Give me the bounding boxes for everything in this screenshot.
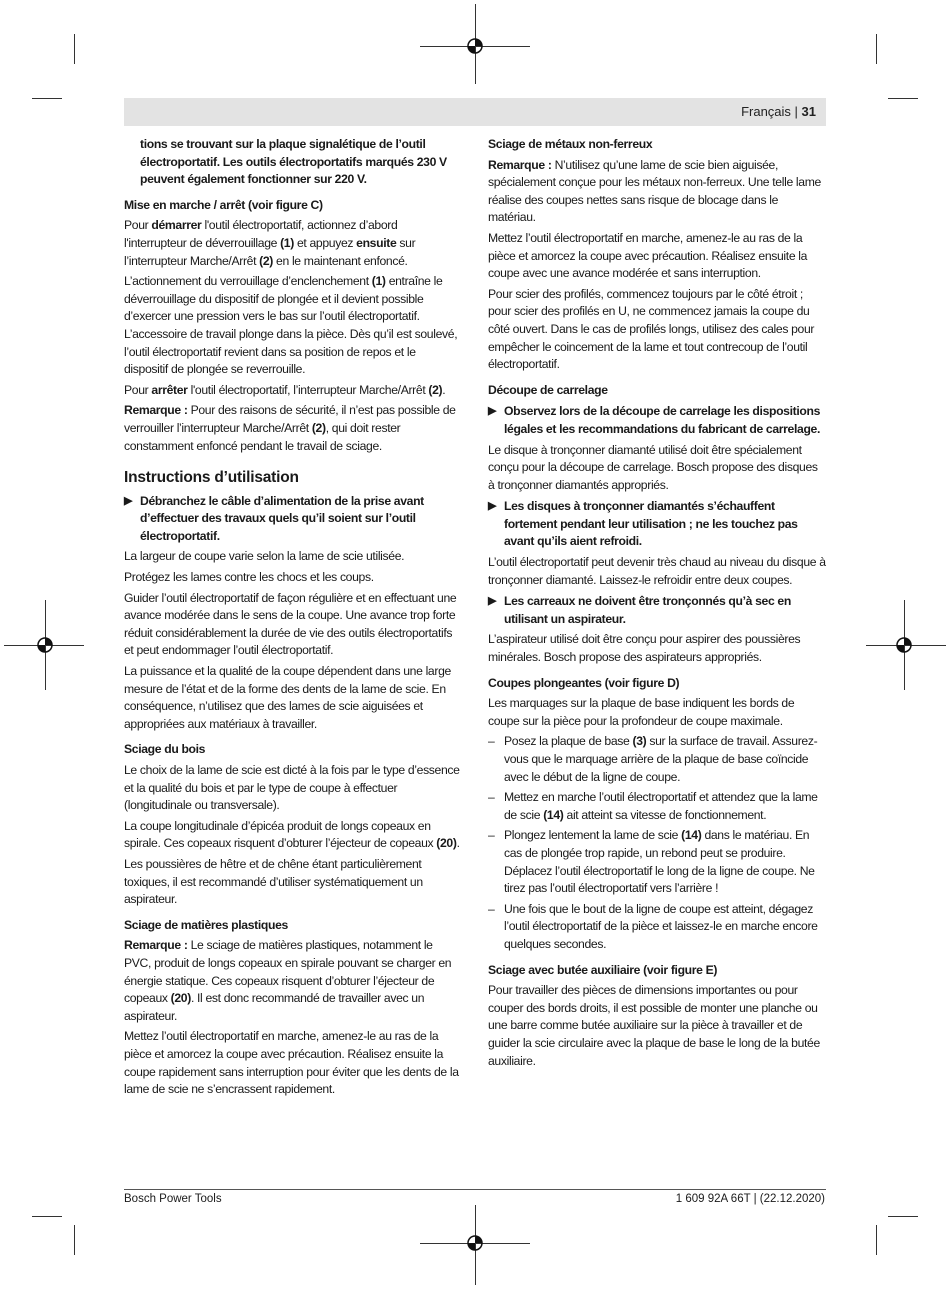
crop-mark <box>74 34 75 64</box>
section-heading-on-off: Mise en marche / arrêt (voir figure C) <box>124 197 323 212</box>
page-header-bar <box>124 98 826 126</box>
section-heading-plunge: Coupes plongeantes (voir figure D) <box>488 675 680 690</box>
crop-mark <box>32 98 62 99</box>
list-item: – Plongez lentement la lame de scie (14) dans le matériau. En cas de plongée trop rapide, un rebond peut se produire. Déplacez l’outil électroportatif le long de la ligne de coupe. Ne tirez pas l’outil électroportatif vers l’arrière ! <box>488 828 815 896</box>
triangle-bullet-icon: ▶ <box>488 595 497 608</box>
crop-mark <box>888 1216 918 1217</box>
paragraph: Guider l’outil électroportatif de façon régulière et en effectuant une avance modérée dans le sens de la coupe. Une avance trop forte réduit considérablement la durée de vie des outils électroportatifs et peut endommager l’outil électroportatif. <box>124 590 457 658</box>
note-paragraph: Remarque : Le sciage de matières plastiques, notamment le PVC, produit de longs copeaux en spirale pouvant se charger en énergie statique. Ces copeaux risquent d’obturer l’éjecteur de copeaux (20). Il est donc recommandé de travailler avec un aspirateur. <box>124 938 452 1023</box>
section-heading-tiles: Découpe de carrelage <box>488 382 608 397</box>
crop-mark <box>888 98 918 99</box>
section-heading-plastic: Sciage de matières plastiques <box>124 917 288 932</box>
crop-mark <box>32 1216 62 1217</box>
header-separator: | <box>790 104 802 119</box>
paragraph: Les poussières de hêtre et de chêne étant particulièrement toxiques, il est recommandé d’utiliser systématiquement un aspirateur. <box>124 856 423 907</box>
list-item: – Mettez en marche l’outil électroportatif et attendez que la lame de scie (14) ait atteint sa vitesse de fonctionnement. <box>488 790 818 822</box>
right-column <box>488 136 826 1073</box>
note-paragraph: Remarque : N’utilisez qu’une lame de scie bien aiguisée, spécialement conçue pour les métaux non-ferreux. Une telle lame réalise des coupes nettes sans risque de blocage dans le matériau. <box>488 157 821 225</box>
safety-warning: ▶ Les disques à tronçonner diamantés s’échauffent fortement pendant leur utilisation ; ne les touchez pas avant qu’ils aient refroidi. <box>488 499 798 549</box>
list-item: – Posez la plaque de base (3) sur la surface de travail. Assurez-vous que le marquage arrière de la plaque de base coïncide avec le début de la ligne de coupe. <box>488 734 818 784</box>
paragraph: Pour arrêter l'outil électroportatif, l’interrupteur Marche/Arrêt (2). <box>124 382 446 397</box>
page-number: 31 <box>801 104 816 119</box>
left-column <box>124 136 462 1102</box>
paragraph: La puissance et la qualité de la coupe dépendent dans une large mesure de l’état et de la forme des dents de la lame de scie. En conséquence, n’utilisez que des lames de scie aiguisées et appropriées aux matériaux à travailler. <box>124 664 451 731</box>
section-heading-wood: Sciage du bois <box>124 742 206 757</box>
paragraph: Le choix de la lame de scie est dicté à la fois par le type d’essence et la qualité du bois et par le type de coupe à effectuer (longitudinale ou transversale). <box>124 763 460 813</box>
section-heading-guide: Sciage avec butée auxiliaire (voir figure E) <box>488 962 718 977</box>
paragraph: Pour scier des profilés, commencez toujours par le côté étroit ; pour scier des profilés en U, ne commencez jamais la coupe du côté ouvert. Dans le cas de profilés longs, utilisez des cales pour empêcher le coincement de la lame et tout contrecoup de l’outil électroportatif. <box>488 286 815 372</box>
registration-mark-icon <box>466 1234 484 1252</box>
paragraph: L’outil électroportatif peut devenir très chaud au niveau du disque à tronçonner diamanté. Laissez-le refroidir entre deux coupes. <box>488 555 826 587</box>
list-item: – Une fois que le bout de la ligne de coupe est atteint, dégagez l’outil électroportatif de la pièce et laissez-le en marche encore quelques secondes. <box>488 901 818 951</box>
registration-mark-icon <box>895 636 913 654</box>
paragraph: Pour travailler des pièces de dimensions importantes ou pour couper des bords droits, il est possible de monter une planche ou une barre comme butée auxiliaire sur la pièce à travailler et de guider la scie circulaire avec la plaque de base le long de la butée auxiliaire. <box>488 983 820 1068</box>
paragraph: Mettez l’outil électroportatif en marche, amenez-le au ras de la pièce et amorcez la coupe avec précaution. Réalisez ensuite la coupe avec une avance modérée et sans interruption. <box>488 230 808 281</box>
crop-mark <box>876 1225 877 1255</box>
safety-warning: ▶ Observez lors de la découpe de carrelage les dispositions légales et les recommandations du fabricant de carrelage. <box>488 404 821 436</box>
paragraph: Pour démarrer l'outil électroportatif, actionnez d’abord l'interrupteur de déverrouillage (1) et appuyez ensuite sur l’interrupteur Marche/Arrêt (2) en le maintenant enfoncé. <box>124 218 416 268</box>
paragraph: Le disque à tronçonner diamanté utilisé doit être spécialement conçu pour la découpe de carrelage. Bosch propose des disques à tronçonner diamantés appropriés. <box>488 442 818 492</box>
crop-mark <box>876 34 877 64</box>
paragraph: Protégez les lames contre les chocs et les coups. <box>124 570 374 585</box>
triangle-bullet-icon: ▶ <box>488 500 497 513</box>
triangle-bullet-icon: ▶ <box>488 405 497 418</box>
footer-doc-ref: 1 609 92A 66T | (22.12.2020) <box>675 1193 825 1205</box>
safety-warning: ▶ Débranchez le câble d’alimentation de la prise avant d’effectuer des travaux quels qu’il soient sur l’outil électroportatif. <box>124 493 424 543</box>
footer-brand: Bosch Power Tools <box>124 1193 222 1205</box>
paragraph: Les marquages sur la plaque de base indiquent les bords de coupe sur la pièce pour la profondeur de coupe maximale. <box>488 696 795 728</box>
paragraph: La largeur de coupe varie selon la lame de scie utilisée. <box>124 549 405 564</box>
paragraph: L’actionnement du verrouillage d’enclenchement (1) entraîne le déverrouillage du dispositif de plongée et il devient possible d’exercer une pression vers le bas sur l’outil électroportatif. L’accessoire de travail plonge dans la pièce. Dès qu’il est soulevé, l’outil électroportatif revient dans sa position de repos et le dispositif de plongée se reverrouille. <box>124 274 458 377</box>
crop-mark <box>74 1225 75 1255</box>
paragraph: L’aspirateur utilisé doit être conçu pour aspirer des poussières minérales. Bosch propose des aspirateurs appropriés. <box>488 632 801 665</box>
safety-warning: ▶ Les carreaux ne doivent être tronçonnés qu’à sec en utilisant un aspirateur. <box>488 594 791 626</box>
section-heading-usage: Instructions d’utilisation <box>124 469 299 487</box>
section-heading-nonferrous: Sciage de métaux non-ferreux <box>488 137 653 151</box>
registration-mark-icon <box>36 636 54 654</box>
intro-paragraph: tions se trouvant sur la plaque signalétique de l’outil électroportatif. Les outils électroportatifs marqués 230 V peuvent également fonctionner sur 220 V. <box>140 137 447 187</box>
paragraph: La coupe longitudinale d’épicéa produit de longs copeaux en spirale. Ces copeaux risquent d’obturer l’éjecteur de copeaux (20). <box>124 818 460 851</box>
registration-mark-icon <box>466 37 484 55</box>
footer-divider <box>124 1189 826 1190</box>
header-language: Français <box>741 104 791 119</box>
triangle-bullet-icon: ▶ <box>124 494 133 507</box>
note-paragraph: Remarque : Pour des raisons de sécurité, il n’est pas possible de verrouiller l’interrupteur Marche/Arrêt (2), qui doit rester constamment enfoncé pendant le travail de sciage. <box>124 403 456 453</box>
paragraph: Mettez l’outil électroportatif en marche, amenez-le au ras de la pièce et amorcez la coupe avec précaution. Réalisez ensuite la coupe rapidement sans interruption pour éviter que les dents de la lame de scie ne s’encrassent rapidement. <box>124 1029 459 1097</box>
page-header <box>741 104 816 119</box>
